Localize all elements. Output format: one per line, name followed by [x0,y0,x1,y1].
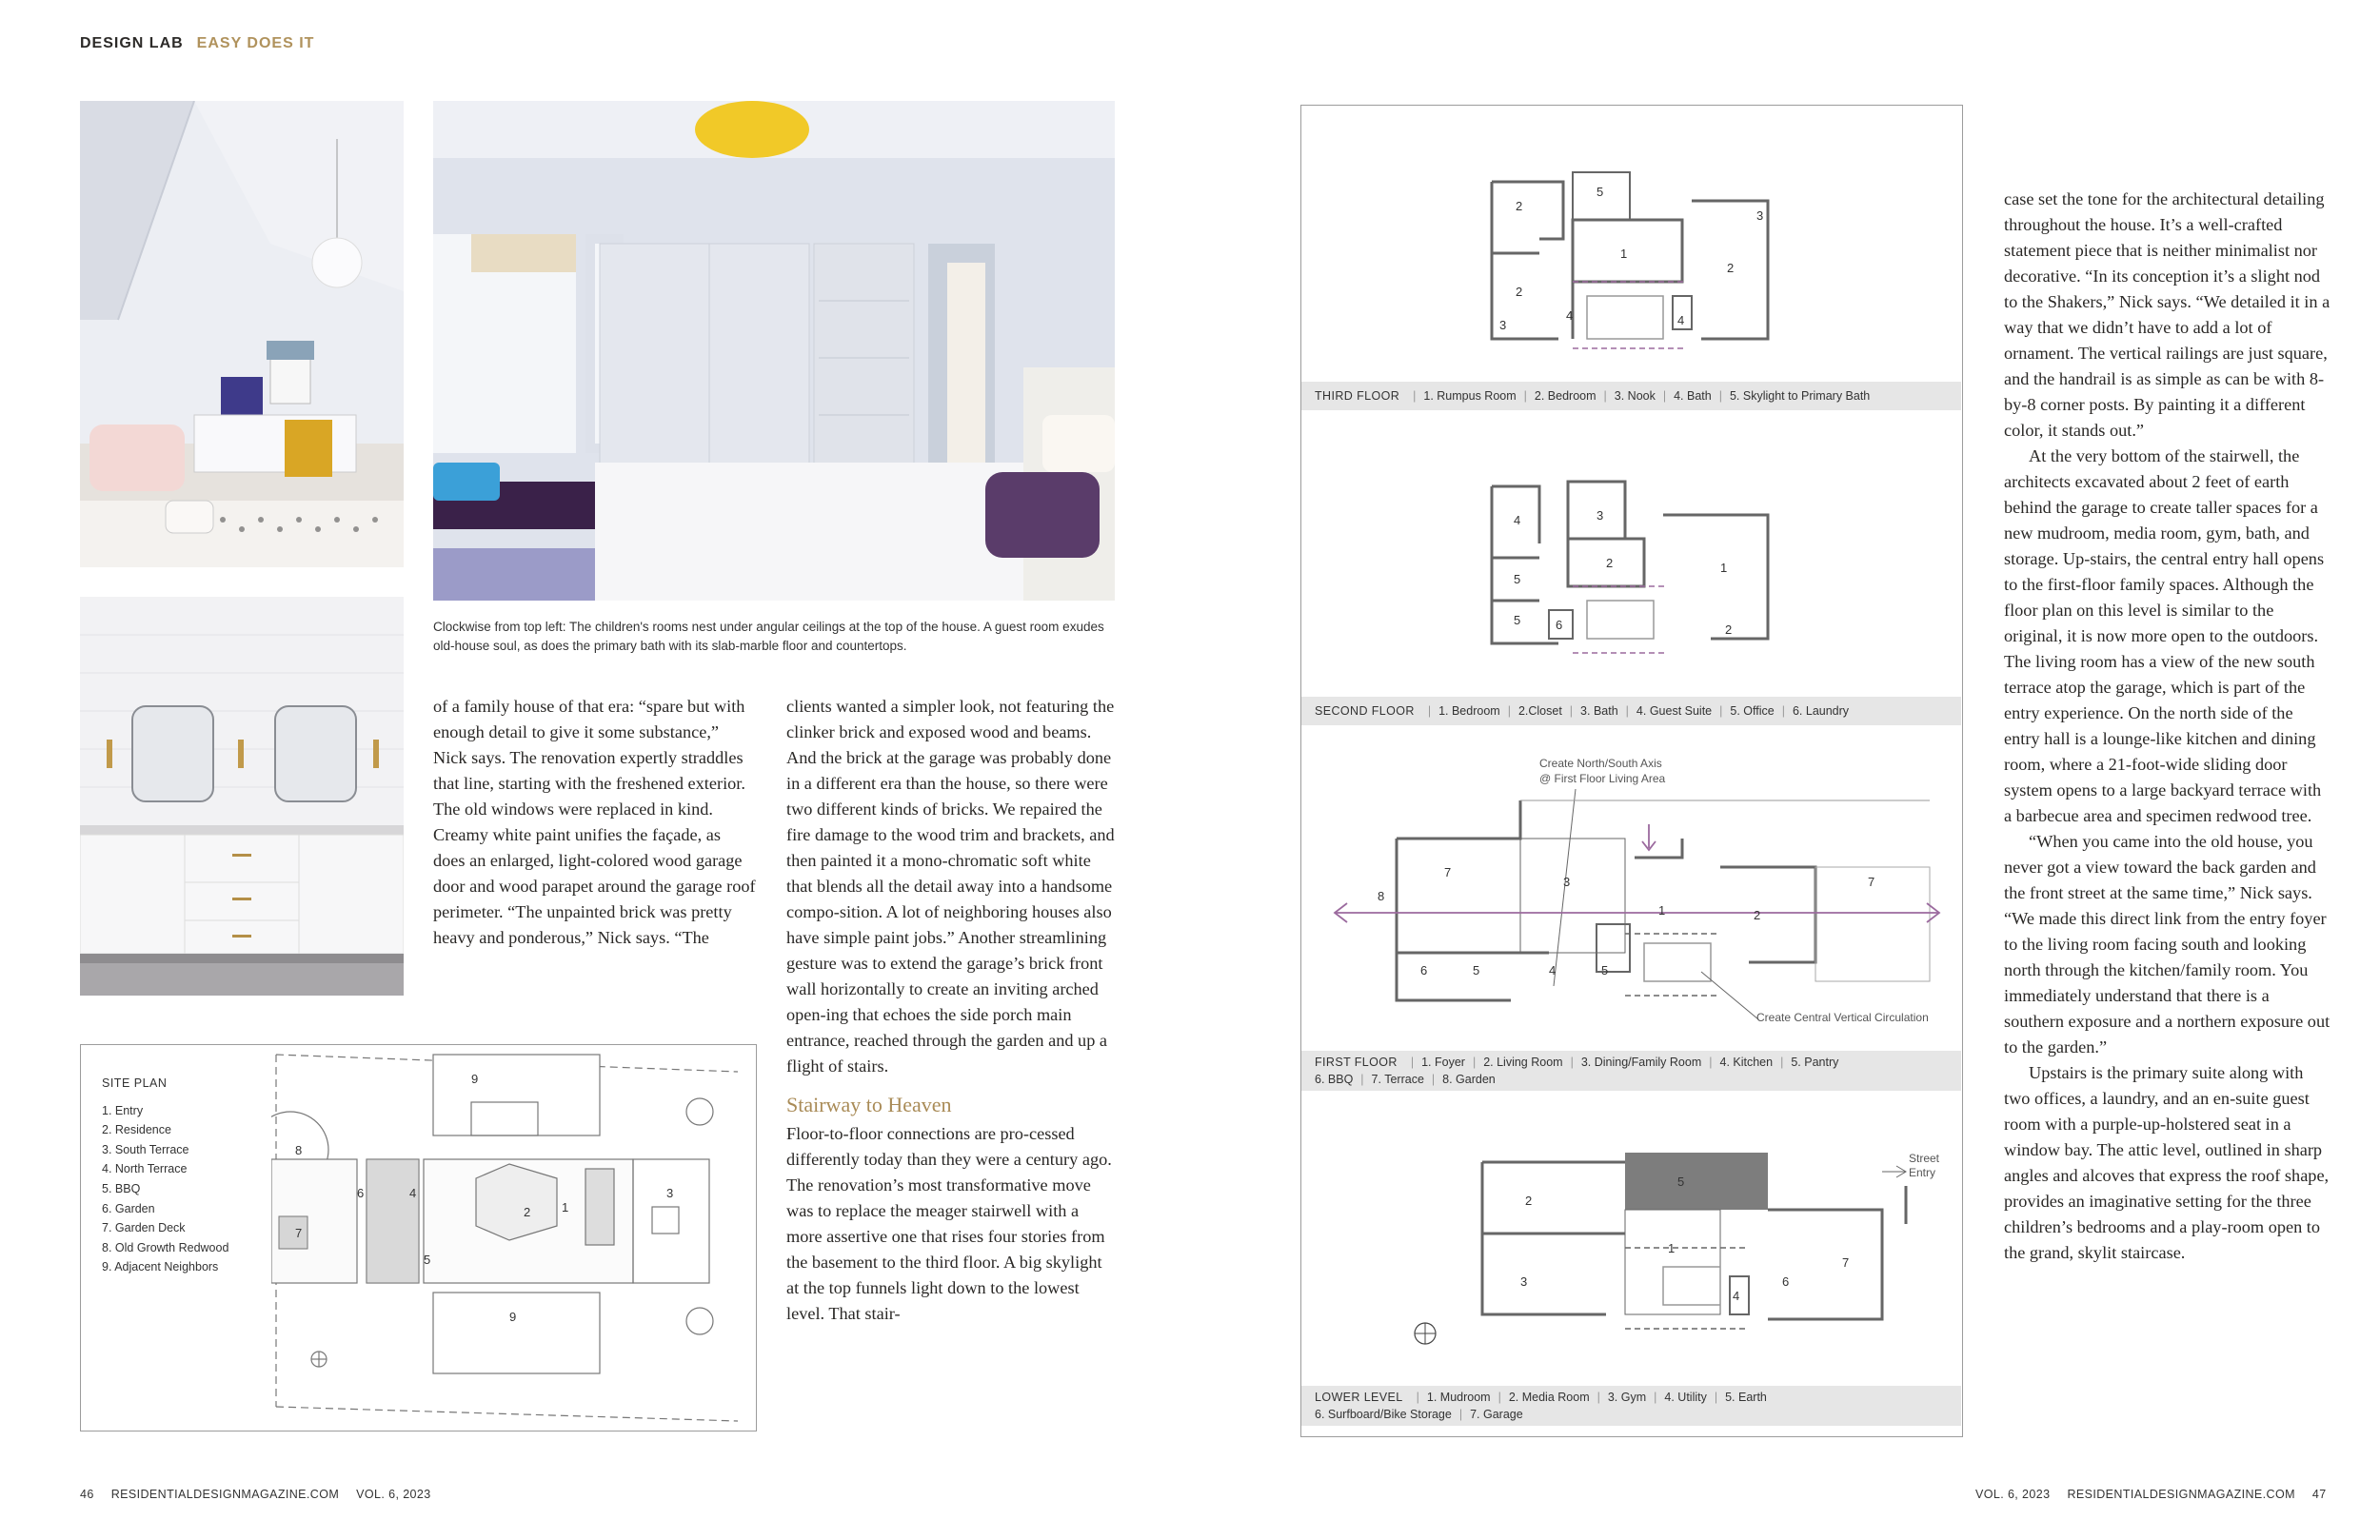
site-label-adjacent-south: 9 [509,1310,517,1324]
site-label-garden: 6 [357,1186,365,1200]
left-text-column [433,694,757,951]
street-entry-line-2: Entry [1909,1166,1936,1179]
body-paragraph: At the very bottom of the stairwell, the architects excavated about 2 feet of earth behind the garage to create taller spaces for a new mudroom, media room, gym, bath, and storage. Up-stairs, the central entry hall opens to the first-floor family spaces. Although the floor plan on this level is similar to the original, it is now more open to the outdoors. The living room has a view of the new south terrace atop the garage, which is part of the entry experience. On the north side of the entry hall is a lounge-like kitchen and dining room, where a 21-foot-wide sliding door system opens to a large backyard terrace with a barbecue area and specimen redwood tree. [2004,446,2325,825]
legend-item: 5. Office [1730,704,1775,718]
second-label-bedroom: 1 [1720,561,1728,575]
lower-label-garage: 7 [1842,1255,1850,1270]
lower-level-legend: LOWER LEVEL | 1. Mudroom | 2. Media Room | 3. Gym | 4. Utility | 5. Earth 6. Surfboard/Bike Storage | 7. Garage [1301,1386,1961,1426]
note-axis-line-1: Create North/South Axis [1539,757,1662,770]
note-axis-line-2: @ First Floor Living Area [1539,772,1666,785]
site-label-redwood: 8 [295,1143,303,1157]
legend-item: 3. South Terrace [102,1142,189,1156]
site-plan [80,1044,757,1431]
footer-issue-right: VOL. 6, 2023 [1975,1488,2051,1501]
site-label-entry: 1 [562,1200,569,1214]
third-floor-legend: THIRD FLOOR | 1. Rumpus Room | 2. Bedroom | 3. Nook | 4. Bath | 5. Skylight to Primary Bath [1301,382,1961,410]
footer-right [1975,1488,2327,1501]
legend-item: 3. Bath [1580,704,1618,718]
legend-item: 4. Utility [1664,1391,1707,1404]
footer-site-right: RESIDENTIALDESIGNMAGAZINE.COM [2067,1488,2295,1501]
second-label-closet-b: 2 [1725,622,1733,637]
legend-item: 4. Bath [1674,389,1712,403]
legend-item: 3. Gym [1607,1391,1647,1404]
legend-item: 2.Closet [1517,704,1562,718]
legend-item: 5. Pantry [1791,1056,1839,1069]
legend-item: 2. Media Room [1508,1391,1590,1404]
third-label-bedroom-b: 2 [1516,285,1523,299]
body-paragraph: case set the tone for the architectural detailing throughout the house. It’s a well-crafted statement piece that is neither minimalist nor decorative. “In its conception it’s a slight nod to the Shakers,” Nick says. “We detailed it in a way that we didn’t have to add a lot of ornament. The vertical railings are just square, and the handrail is as simple as can be with 8-by-8 corner posts. By painting it a different color, it stands out.” [2004,189,2330,440]
third-label-bedroom-a: 2 [1516,199,1523,213]
section-header [80,35,314,52]
photo-primary-bath [80,597,404,996]
first-label-terrace: 7 [1444,865,1452,879]
second-label-office-a: 5 [1514,572,1521,586]
third-label-bedroom-c: 2 [1727,261,1735,275]
legend-item: 9. Adjacent Neighbors [102,1260,219,1274]
legend-item: 8. Garden [1442,1073,1496,1086]
lower-label-mudroom: 1 [1668,1241,1676,1255]
site-label-residence: 2 [524,1205,531,1219]
third-label-rumpus: 1 [1620,247,1628,261]
lower-label-earth: 5 [1677,1175,1685,1189]
legend-item: 6. BBQ [1315,1073,1354,1086]
site-plan-title: SITE PLAN [102,1076,168,1090]
legend-item: 7. Garden Deck [102,1221,186,1235]
legend-item: 4. Guest Suite [1636,704,1713,718]
site-label-south-terrace: 3 [666,1186,674,1200]
site-plan-drawing [271,1045,757,1431]
legend-item: 1. Rumpus Room [1423,389,1517,403]
photo-childrens-room [80,101,404,567]
third-label-bath: 4 [1566,308,1574,323]
legend-item: 5. BBQ [102,1181,141,1195]
third-label-nook-b: 3 [1499,318,1507,332]
street-entry-line-1: Street [1909,1152,1940,1165]
section-title: DESIGN LAB [80,35,184,51]
legend-item: 6. Garden [102,1201,155,1215]
first-label-pantry-b: 5 [1601,963,1609,977]
legend-item: 1. Bedroom [1438,704,1500,718]
second-label-closet: 2 [1606,556,1614,570]
body-paragraph: clients wanted a simpler look, not featuring the clinker brick and exposed wood and beams. And the brick at the garage was probably done in a different era than the house, so there were two different kinds of bricks. We repaired the fire damage to the wood trim and brackets, and then painted it a mono-chromatic soft white that blends all the detail away into a handsome compo-sition. A lot of neighboring houses also have simple paint jobs.” Another streamlining gesture was to extend the garage’s brick front wall horizontally to create an inviting arched open-ing that echoes the side porch main entrance, reached through the garden and up a flight of stairs. [786,697,1115,1076]
body-paragraph: Upstairs is the primary suite along with two offices, a laundry, and an en-suite guest room with a purple-up-holstered seat in a window bay. The attic level, outlined in sharp angles and alcoves that express the roof shape, provides an imaginative setting for the three children’s bedrooms and a play-room open to the grand, skylit staircase. [2004,1063,2330,1262]
first-label-bbq: 6 [1420,963,1428,977]
right-text-column [2004,187,2330,1266]
legend-item: 2. Living Room [1483,1056,1563,1069]
lower-level-title: LOWER LEVEL [1315,1391,1403,1404]
legend-item: 7. Terrace [1371,1073,1424,1086]
first-floor-title: FIRST FLOOR [1315,1056,1398,1069]
legend-item: 7. Garage [1470,1408,1523,1421]
footer-left [80,1488,448,1501]
legend-item: 4. North Terrace [102,1162,188,1176]
legend-item: 1. Mudroom [1426,1391,1491,1404]
photo-guest-room [433,101,1115,601]
legend-item: 6. Laundry [1792,704,1850,718]
second-floor-legend: SECOND FLOOR | 1. Bedroom | 2.Closet | 3. Bath | 4. Guest Suite | 5. Office | 6. Laundry [1301,697,1961,725]
footer-site-left: RESIDENTIALDESIGNMAGAZINE.COM [110,1488,340,1501]
second-label-guest: 4 [1514,513,1521,527]
floor-plan-panel [1300,105,1963,1437]
body-paragraph: Floor-to-floor connections are pro-cessed differently today than they were a century ago. The renovation’s most transformative move was to replace the meager stairwell with a more assertive one that rises four stories from the basement to the third floor. A big skylight at the top funnels light down to the lowest level. That stair- [786,1124,1112,1323]
page-number-right: 47 [2311,1488,2327,1501]
lower-label-media: 2 [1525,1194,1533,1208]
lower-label-utility: 4 [1733,1289,1740,1303]
first-label-pantry: 5 [1473,963,1480,977]
third-floor-drawing [1482,163,1787,353]
site-label-adjacent-north: 9 [471,1072,479,1086]
second-label-laundry: 6 [1556,618,1563,632]
third-floor-title: THIRD FLOOR [1315,389,1400,403]
first-label-terrace-b: 7 [1868,875,1875,889]
section-subtitle: EASY DOES IT [196,35,315,51]
legend-item: 4. Kitchen [1719,1056,1774,1069]
legend-item: 8. Old Growth Redwood [102,1240,229,1254]
note-circulation: Create Central Vertical Circulation [1756,1011,1929,1024]
first-floor-drawing [1320,743,1949,1029]
second-label-office-b: 5 [1514,613,1521,627]
legend-item: 1. Entry [102,1103,144,1117]
lower-level-drawing [1339,1134,1949,1362]
lower-label-storage: 6 [1782,1274,1790,1289]
photo-caption: Clockwise from top left: The children's rooms nest under angular ceilings at the top of the house. A guest room exudes old-house soul, as does the primary bath with its slab-marble floor and countertops. [433,620,1104,653]
legend-item: 2. Bedroom [1534,389,1597,403]
first-label-garden: 8 [1378,889,1385,903]
subhead-stairway: Stairway to Heaven [786,1093,952,1116]
legend-item: 6. Surfboard/Bike Storage [1315,1408,1452,1421]
second-floor-title: SECOND FLOOR [1315,704,1415,718]
footer-issue-left: VOL. 6, 2023 [356,1488,431,1501]
third-label-bath-b: 4 [1677,313,1685,327]
site-label-bbq: 5 [424,1253,431,1267]
first-label-kitchen: 4 [1549,963,1557,977]
legend-item: 5. Earth [1725,1391,1767,1404]
first-label-living: 2 [1754,908,1761,922]
first-label-dining: 3 [1563,875,1571,889]
legend-item: 3. Dining/Family Room [1580,1056,1702,1069]
page-number-left: 46 [80,1488,94,1501]
site-plan-legend [102,1074,228,1277]
first-label-foyer: 1 [1658,903,1666,918]
legend-item: 3. Nook [1614,389,1656,403]
site-label-garden-deck: 7 [295,1226,303,1240]
lower-label-gym: 3 [1520,1274,1528,1289]
legend-item: 2. Residence [102,1123,171,1137]
first-floor-legend: FIRST FLOOR | 1. Foyer | 2. Living Room | 3. Dining/Family Room | 4. Kitchen | 5. Pantry 6. BBQ | 7. Terrace | 8. Garden [1301,1051,1961,1091]
middle-text-column [786,694,1115,1327]
legend-item: 1. Foyer [1421,1056,1465,1069]
body-paragraph: “When you came into the old house, you never got a view toward the back garden and the front street at the same time,” Nick says. “We made this direct link from the entry foyer to the living room facing south and looking north through the kitchen/family room. You immediately understand that there is a southern exposure and a northern exposure out to the garden.” [2004,832,2330,1056]
site-label-north-terrace: 4 [409,1186,417,1200]
third-label-skylight: 5 [1597,185,1604,199]
second-label-bath: 3 [1597,508,1604,523]
legend-item: 5. Skylight to Primary Bath [1729,389,1871,403]
third-label-nook: 3 [1756,208,1764,223]
second-floor-drawing [1482,467,1787,667]
body-paragraph: of a family house of that era: “spare but with enough detail to give it some substance,” Nick says. The renovation expertly straddles that line, starting with the freshened exterior. The old windows were replaced in kind. Creamy white paint unifies the façade, as does an enlarged, light-colored wood garage door and wood parapet around the garage roof perimeter. “The unpainted brick was pretty heavy and ponderous,” Nick says. “The [433,697,756,947]
